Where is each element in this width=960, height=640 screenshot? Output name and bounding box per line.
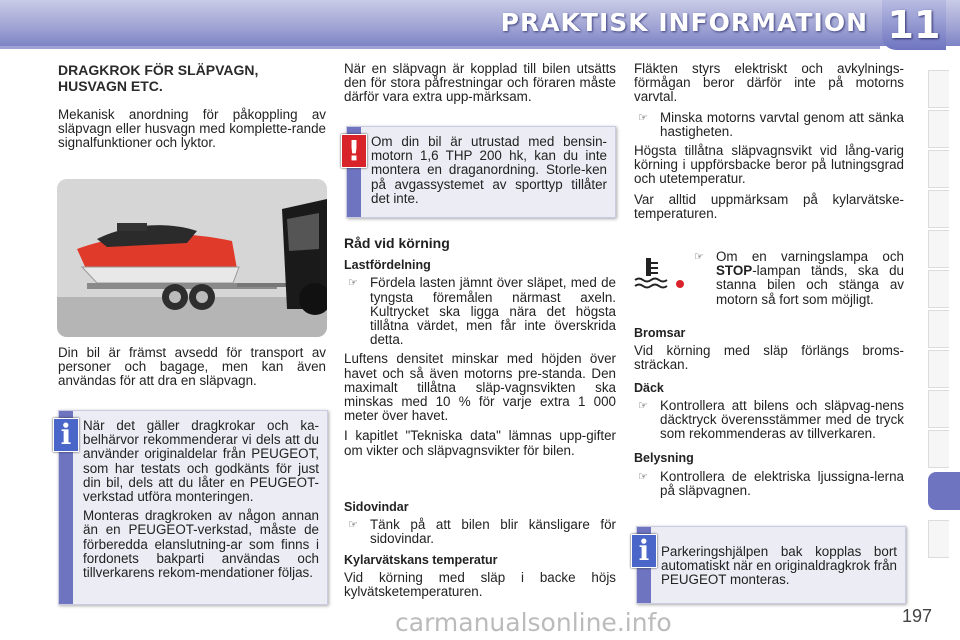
lights-heading: Belysning	[634, 451, 694, 466]
chapter-tab[interactable]	[928, 350, 949, 388]
chapter-tab[interactable]	[928, 430, 949, 468]
coolant-temperature-icon	[634, 254, 694, 294]
chapter-tab[interactable]	[928, 150, 949, 188]
air-density-text: Luftens densitet minskar med höjden över havet och så även motorns pre-standa. Den maximalt tillåtna släp-vagnsvikten ska minskas med 10 % för varje extra 1 000 meter över havet.	[344, 351, 616, 424]
brakes-text: Vid körning med släp förlängs broms-sträckan.	[634, 343, 904, 373]
chapter-tab-active[interactable]	[928, 472, 960, 510]
note-body	[371, 135, 607, 211]
fan-text: Fläkten styrs elektriskt och avkylnings-förmågan beror därför inte på motorns varvtal.	[634, 61, 904, 105]
list-item	[344, 518, 616, 546]
header-rule	[0, 46, 880, 49]
tyres-text: Kontrollera att bilens och släpvag-nens däcktryck överensstämmer med de tryck som rekommenderas av tillverkaren.	[660, 397, 904, 442]
subsection-heading: Råd vid körning	[344, 235, 450, 251]
intro-text: När en släpvagn är kopplad till bilen utsätts den för stora påfrestningar och föraren måste därför vara extra upp-märksam.	[344, 61, 616, 105]
crosswind-heading: Sidovindar	[344, 500, 409, 514]
warning-note	[346, 126, 616, 218]
brakes-heading: Bromsar	[634, 326, 686, 340]
attention-text: Var alltid uppmärksam på kylarvätske-temperaturen.	[634, 191, 904, 221]
page-number: 197	[901, 606, 932, 626]
note-body	[83, 419, 319, 585]
column-3-lower	[634, 326, 904, 503]
hand-pointer-icon: ☞	[348, 277, 358, 290]
column-1-lower	[58, 346, 326, 395]
chapter-tab[interactable]	[928, 230, 949, 268]
note-body	[661, 545, 897, 593]
hand-pointer-icon: ☞	[694, 251, 704, 263]
chapter-tab[interactable]	[928, 390, 949, 428]
column-2-driving	[344, 236, 616, 464]
hand-pointer-icon: ☞	[638, 111, 648, 124]
lights-text: Kontrollera de elektriska ljussigna-lerna på släpvagnen.	[660, 468, 904, 498]
jetski-trailer-illustration	[57, 179, 327, 337]
warning-text: Om din bil är utrustad med bensin-motorn 1,6 THP 200 hk, kan du inte montera en draganordning. Storle-ken på avgassystemet av sporttyp tillåter det inte.	[371, 134, 607, 206]
tech-data-text: I kapitlet "Tekniska data" lämnas upp-gifter om vikter och släpvagnsvikter för bilen.	[344, 428, 616, 458]
intro-text: Mekanisk anordning för påkoppling av släpvagn eller husvagn med komplette-rande signalfunktioner och lyktor.	[58, 107, 326, 151]
info-icon: i	[631, 534, 657, 568]
list-item	[690, 250, 904, 307]
chapter-tab[interactable]	[928, 270, 949, 308]
usage-text: Din bil är främst avsedd för transport av personer och bagage, men kan även användas för att dra en släpvagn.	[58, 345, 326, 389]
hand-pointer-icon: ☞	[638, 399, 648, 412]
slope-text: Högsta tillåtna släpvagnsvikt vid lång-varig körning i uppförsbacke beror på lutningsgrad och utetemperatur.	[634, 143, 904, 187]
chapter-tab[interactable]	[928, 70, 949, 108]
note-paragraph: När det gäller dragkrokar och ka-belhärvor rekommenderar vi dels att du använder originaldelar från PEUGEOT, som har testats och godkänts för just din bil, dels att du låter en PEUGEOT-verkstad utföra monteringen.	[83, 418, 319, 505]
stop-warning-text: Om en varningslampa och STOP-lampan tänds, ska du stanna bilen och stänga av motorn så fort som möjligt.	[716, 249, 904, 307]
warning-icon: !	[341, 134, 367, 168]
list-item	[634, 470, 904, 498]
coolant-text: Vid körning med släp i backe höjs kylvätsketemperaturen.	[344, 569, 616, 600]
watermark: carmanualsonline.info	[395, 608, 672, 637]
column-3	[634, 62, 904, 227]
stop-warning-block	[690, 250, 904, 312]
hand-pointer-icon: ☞	[348, 519, 358, 532]
trailer-photo	[57, 179, 327, 337]
column-2	[344, 62, 616, 111]
coolant-heading: Kylarvätskans temperatur	[344, 552, 498, 567]
info-note-parking	[636, 526, 906, 604]
stop-label: STOP	[716, 263, 753, 279]
column-2-lower	[344, 500, 616, 605]
hand-pointer-icon: ☞	[638, 470, 648, 483]
coolant-warning-symbol	[634, 254, 694, 294]
section-heading: DRAGKROK FÖR SLÄPVAGN, HUSVAGN ETC.	[58, 62, 259, 94]
column-1	[58, 62, 326, 157]
chapter-tab[interactable]	[928, 190, 949, 228]
list-item	[634, 399, 904, 442]
crosswind-text: Tänk på att bilen blir känsligare för sidovindar.	[370, 517, 616, 547]
list-item	[634, 111, 904, 139]
chapter-tab[interactable]	[928, 520, 949, 558]
page-title: PRAKTISK INFORMATION	[500, 8, 868, 37]
note-paragraph: Monteras dragkroken av någon annan än en PEUGEOT-verkstad, måste de förberedda elanslutning-ar som finns i fordonets bakparti användas och tillverkarens rekom-mendationer följas.	[83, 508, 319, 581]
list-item	[344, 276, 616, 347]
info-icon: i	[53, 418, 79, 452]
fan-advice-text: Minska motorns varvtal genom att sänka hastigheten.	[660, 109, 904, 139]
load-text: Fördela lasten jämnt över släpet, med de tyngsta föremålen närmast axeln. Kultrycket ska ligga nära det högsta tillåtna värdet, men får inte överskrida detta.	[370, 275, 616, 348]
parking-note-text: Parkeringshjälpen bak kopplas bort automatiskt när en originaldragkrok från PEUGEOT monteras.	[661, 544, 897, 588]
load-heading: Lastfördelning	[344, 258, 431, 273]
chapter-tab[interactable]	[928, 310, 949, 348]
info-note-towbar	[58, 410, 328, 605]
chapter-number: 11	[882, 0, 946, 50]
chapter-tab[interactable]	[928, 110, 949, 148]
tyres-heading: Däck	[634, 380, 664, 395]
